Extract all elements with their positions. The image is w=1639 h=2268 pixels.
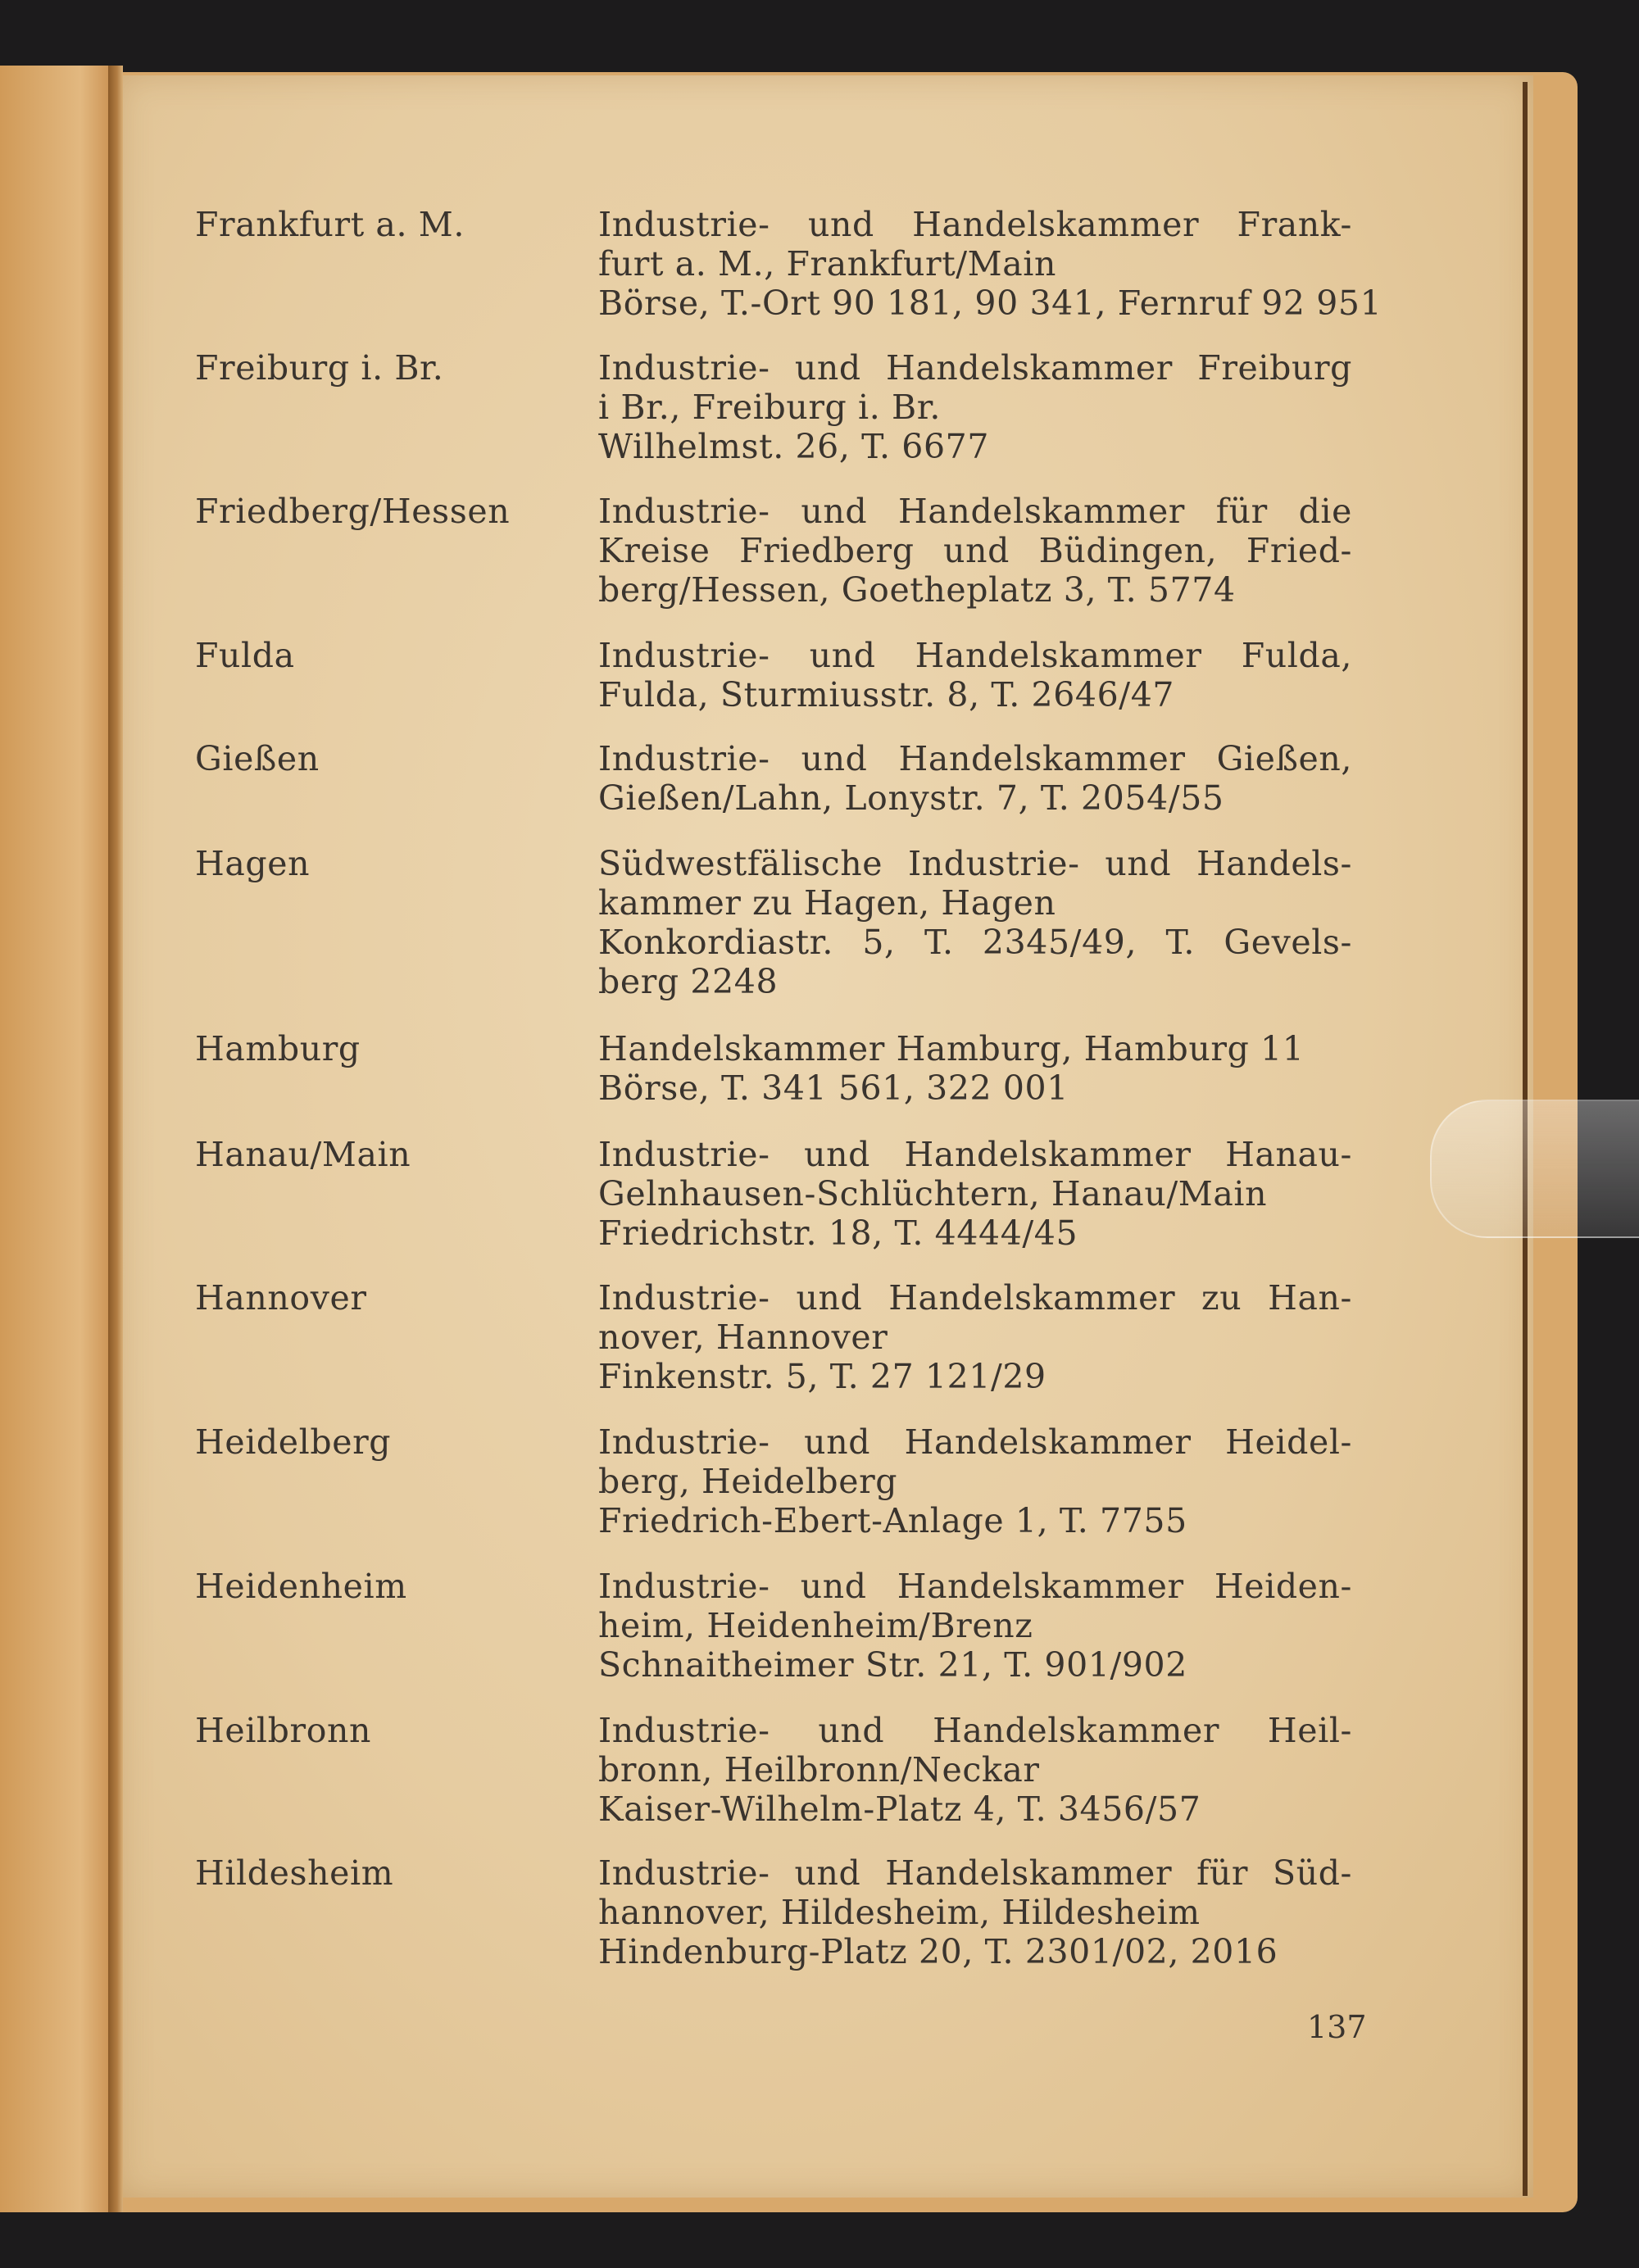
entry-line: Industrie- und Handelskammer Fulda, [598,636,1352,675]
entry-city: Friedberg/Hessen [195,492,511,531]
entry-city: Gießen [195,739,320,778]
entry-details [598,1711,1352,1829]
entry-line: Industrie- und Handelskammer Heidel- [598,1422,1352,1462]
entry-line: Fulda, Sturmiusstr. 8, T. 2646/47 [598,675,1175,714]
entry-line: Hindenburg-Platz 20, T. 2301/02, 2016 [598,1932,1278,1971]
entry-details [598,1853,1352,1971]
entry-line: kammer zu Hagen, Hagen [598,883,1056,923]
entry-details [598,348,1352,466]
entry-city: Frankfurt a. M. [195,205,465,244]
entry-line: bronn, Heilbronn/Neckar [598,1750,1040,1789]
entry-line: Industrie- und Handelskammer Heiden- [598,1567,1352,1606]
entry-city: Fulda [195,636,295,675]
entry-line: berg, Heidelberg [598,1462,898,1501]
entry-line: Handelskammer Hamburg, Hamburg 11 [598,1029,1305,1068]
entry-line: Industrie- und Handelskammer zu Han- [598,1278,1352,1318]
entry-city: Heidelberg [195,1422,392,1462]
entry-line: nover, Hannover [598,1318,888,1357]
entry-line: i Br., Freiburg i. Br. [598,388,942,427]
entry-line: Industrie- und Handelskammer für die [598,492,1352,531]
entry-line: Finkenstr. 5, T. 27 121/29 [598,1357,1047,1396]
entry-city: Freiburg i. Br. [195,348,444,388]
entry-details [598,492,1352,610]
entry-line: Gelnhausen-Schlüchtern, Hanau/Main [598,1174,1268,1213]
entry-line: Konkordiastr. 5, T. 2345/49, T. Gevels- [598,923,1352,962]
plastic-page-clip [1430,1100,1639,1238]
entry-line: Friedrichstr. 18, T. 4444/45 [598,1213,1078,1253]
page-number: 137 [1307,2009,1367,2045]
entry-city: Hanau/Main [195,1135,411,1174]
entry-line: Industrie- und Handelskammer Gießen, [598,739,1352,778]
entry-line: Industrie- und Handelskammer Frank- [598,205,1352,244]
entry-line: Kreise Friedberg und Büdingen, Fried- [598,531,1352,570]
entry-details [598,636,1352,714]
book-gutter [108,66,123,2212]
entry-line: Gießen/Lahn, Lonystr. 7, T. 2054/55 [598,778,1224,818]
entry-line: Industrie- und Handelskammer für Süd- [598,1853,1352,1893]
entry-line: hannover, Hildesheim, Hildesheim [598,1893,1201,1932]
entry-line: Industrie- und Handelskammer Freiburg [598,348,1352,388]
entry-city: Hamburg [195,1029,361,1068]
entry-line: Industrie- und Handelskammer Hanau- [598,1135,1352,1174]
entry-line: furt a. M., Frankfurt/Main [598,244,1057,284]
entry-details [598,1029,1352,1108]
entry-details [598,1135,1352,1253]
entry-line: Südwestfälische Industrie- und Handels- [598,844,1352,883]
entry-line: Wilhelmst. 26, T. 6677 [598,427,990,466]
entry-details [598,844,1352,1001]
entry-line: Börse, T. 341 561, 322 001 [598,1068,1069,1108]
entry-details [598,205,1382,323]
entry-line: Kaiser-Wilhelm-Platz 4, T. 3456/57 [598,1789,1201,1829]
entry-line: Börse, T.-Ort 90 181, 90 341, Fernruf 92 951 [598,284,1382,323]
left-page-strip [0,66,115,2212]
entry-city: Hildesheim [195,1853,394,1893]
entry-details [598,1422,1352,1540]
entry-details [598,1278,1352,1396]
entry-line: Industrie- und Handelskammer Heil- [598,1711,1352,1750]
entry-city: Heidenheim [195,1567,407,1606]
entry-city: Hannover [195,1278,367,1318]
entry-city: Heilbronn [195,1711,371,1750]
entry-details [598,739,1352,818]
entry-details [598,1567,1352,1685]
entry-line: Friedrich-Ebert-Anlage 1, T. 7755 [598,1501,1187,1540]
entry-line: Schnaitheimer Str. 21, T. 901/902 [598,1645,1187,1685]
entry-line: heim, Heidenheim/Brenz [598,1606,1033,1645]
entry-line: berg/Hessen, Goetheplatz 3, T. 5774 [598,570,1236,610]
entry-line: berg 2248 [598,962,779,1001]
entry-city: Hagen [195,844,311,883]
